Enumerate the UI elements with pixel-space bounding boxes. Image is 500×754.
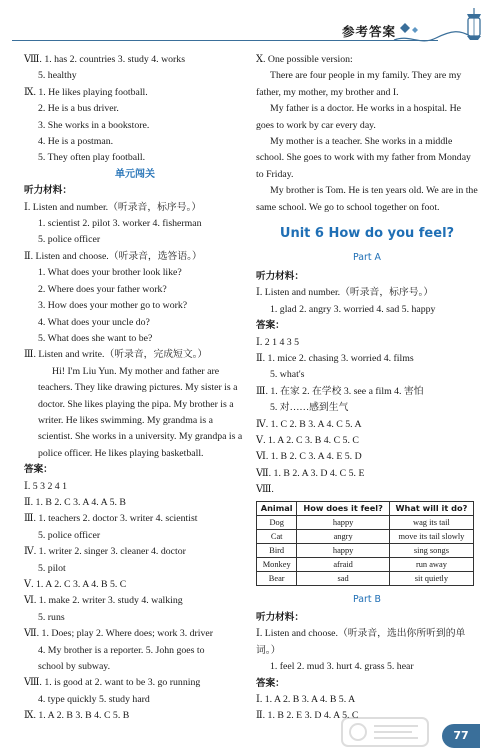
essay-paragraph: My brother is Tom. He is ten years old. We are in the same school. We go to school together on foot. [256, 185, 478, 213]
question-line: 1. scientist 2. pilot 3. worker 4. fisherman [38, 218, 202, 230]
table-header: How does it feel? [297, 501, 390, 515]
answer-line: 4. type quickly 5. study hard [38, 693, 150, 705]
listening-passage: Hi! I'm Liu Yun. My mother and father are teachers. They like drawing pictures. My sister is a doctor. She likes playing the pipa. My brother is a writer. He likes swimming. My grandma is a scientist. She works in a university. My grandpa is a police officer. He likes playing basketball. [38, 365, 243, 459]
answer-line: 5. They often play football. [38, 152, 146, 164]
table-cell: angry [297, 529, 390, 543]
table-cell: Cat [257, 529, 297, 543]
question-line: 1. feel 2. mud 3. hurt 4. grass 5. hear [270, 661, 414, 673]
table-row [257, 543, 474, 557]
answer-line: Ⅰ. 1. A 2. B 3. A 4. B 5. A [256, 694, 356, 705]
answer-line: 4. My brother is a reporter. 5. John goes to [38, 644, 205, 656]
table-cell: happy [297, 543, 390, 557]
answer-line: Ⅶ. 1. Does; play 2. Where does; work 3. driver [24, 628, 214, 640]
answer-line: Ⅱ. 1. mice 2. chasing 3. worried 4. films [256, 352, 414, 364]
page-header [0, 0, 500, 46]
table-cell: Monkey [257, 557, 297, 571]
essay-paragraph: My mother is a teacher. She works in a middle school. She goes to work with my father from Monday to Friday. [256, 136, 471, 180]
review-section-title: 单元闯关 [115, 168, 155, 180]
answers-heading: 答案： [256, 677, 285, 689]
answer-line: school by subway. [38, 661, 111, 673]
listening-heading: 听力材料： [256, 611, 304, 623]
left-column [24, 52, 246, 725]
animal-feelings-table [256, 501, 474, 586]
question-line: 3. How does your mother go to work? [38, 300, 188, 312]
table-row [257, 515, 474, 529]
page-number: 77 [442, 724, 480, 748]
table-cell: Dog [257, 515, 297, 529]
table-cell: sad [297, 571, 390, 585]
question-line: 5. police officer [38, 234, 101, 246]
answer-line: Ⅱ. 1. B 2. C 3. A 4. A 5. B [24, 496, 126, 508]
question-line: Ⅲ. Listen and write.（听录音，完成短文。） [24, 349, 208, 361]
answer-line: 5. 对……感到生气 [270, 402, 349, 414]
question-line: 4. What does your uncle do? [38, 316, 150, 328]
answer-line: Ⅸ. 1. A 2. B 3. B 4. C 5. B [24, 710, 130, 722]
table-row [257, 557, 474, 571]
answer-line: 5. pilot [38, 562, 66, 574]
question-line: 5. What does she want to be? [38, 332, 153, 344]
answer-line: 2. He is a bus driver. [38, 103, 119, 115]
answer-line: Ⅵ. 1. make 2. writer 3. study 4. walking [24, 595, 183, 607]
question-line: Ⅰ. Listen and number.（听录音，标序号。） [24, 201, 202, 213]
answer-line: 5. police officer [38, 529, 101, 541]
answer-line: Ⅴ. 1. A 2. C 3. B 4. C 5. C [256, 434, 359, 446]
answer-line: Ⅹ. One possible version: [256, 54, 353, 65]
watermark-logo-icon [340, 714, 430, 750]
answer-line: Ⅲ. 1. 在家 2. 在学校 3. see a film 4. 害怕 [256, 385, 424, 397]
answer-line: Ⅷ. 1. has 2. countries 3. study 4. works [24, 54, 186, 65]
part-b-title: Part B [353, 593, 381, 605]
answers-heading: 答案： [256, 320, 285, 332]
table-cell: Bear [257, 571, 297, 585]
answer-line: Ⅲ. 1. teachers 2. doctor 3. writer 4. scientist [24, 513, 198, 525]
table-cell: sit quietly [389, 571, 473, 585]
answer-line: Ⅴ. 1. A 2. C 3. A 4. B 5. C [24, 579, 127, 590]
right-column [256, 52, 478, 725]
answer-line: 4. He is a postman. [38, 136, 114, 148]
answer-line: Ⅷ. 1. is good at 2. want to be 3. go running [24, 677, 201, 689]
table-cell: happy [297, 515, 390, 529]
answer-line: 3. She works in a bookstore. [38, 119, 150, 131]
part-a-title: Part A [353, 252, 381, 264]
question-line: 1. What does your brother look like? [38, 267, 182, 279]
question-line: 1. glad 2. angry 3. worried 4. sad 5. happy [270, 303, 436, 315]
essay-paragraph: There are four people in my family. They are my father, my mother, my brother and I. [256, 70, 462, 98]
table-cell: move its tail slowly [389, 529, 473, 543]
table-cell: sing songs [389, 543, 473, 557]
table-header: Animal [257, 501, 297, 515]
header-title: 参考答案 [341, 24, 396, 39]
table-cell: afraid [297, 557, 390, 571]
table-header: What will it do? [389, 501, 473, 515]
table-row [257, 529, 474, 543]
answer-line: Ⅰ. 5 3 2 4 1 [24, 480, 68, 492]
listening-heading: 听力材料： [24, 185, 72, 197]
answer-line: Ⅳ. 1. C 2. B 3. A 4. C 5. A [256, 418, 362, 430]
question-line: Ⅰ. Listen and choose.（听录音，选出你所听到的单词。） [256, 628, 466, 656]
unit-title: Unit 6 How do you feel? [279, 226, 455, 242]
answer-line: Ⅸ. 1. He likes playing football. [24, 86, 148, 98]
answer-line: 5. what's [270, 369, 305, 381]
answers-heading: 答案： [24, 464, 53, 476]
listening-heading: 听力材料： [256, 270, 304, 282]
table-cell: Bird [257, 543, 297, 557]
table-row [257, 571, 474, 585]
table-cell: wag its tail [389, 515, 473, 529]
essay-paragraph: My father is a doctor. He works in a hospital. He goes to work by car every day. [256, 103, 461, 131]
question-line: Ⅰ. Listen and number.（听录音，标序号。） [256, 287, 434, 299]
question-line: 2. Where does your father work? [38, 283, 167, 295]
header-rule [12, 40, 438, 41]
answer-line: Ⅵ. 1. B 2. C 3. A 4. E 5. D [256, 451, 362, 463]
answer-line: Ⅶ. 1. B 2. A 3. D 4. C 5. E [256, 467, 365, 479]
answer-line: Ⅱ. 1. B 2. E 3. D 4. A 5. C [256, 710, 359, 722]
answer-line: Ⅳ. 1. writer 2. singer 3. cleaner 4. doctor [24, 546, 186, 558]
question-line: Ⅱ. Listen and choose.（听录音，选答语。） [24, 250, 202, 262]
table-header-row [257, 501, 474, 515]
answer-line: Ⅰ. 2 1 4 3 5 [256, 336, 300, 348]
lantern-decoration-icon [390, 6, 486, 46]
answer-line: 5. healthy [38, 70, 77, 82]
table-cell: run away [389, 557, 473, 571]
answer-line: 5. runs [38, 611, 65, 623]
answer-line: Ⅷ. [256, 484, 274, 496]
